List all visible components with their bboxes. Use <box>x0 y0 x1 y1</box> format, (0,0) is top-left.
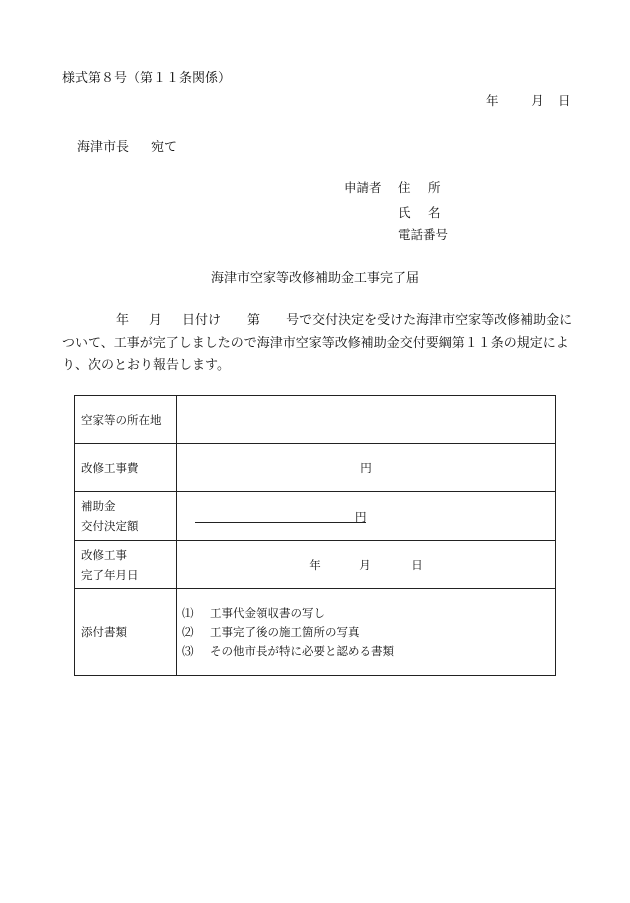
cost-value <box>177 444 556 492</box>
body-rest: 号で交付決定を受けた海津市空家等改修補助金について、工事が完了しましたので海津市空家等改修補助金交付要綱第１１条の規定により、次のとおり報告します。 <box>62 313 573 373</box>
name-char-1: 氏 <box>398 205 411 220</box>
attachments-value <box>177 589 556 676</box>
table-row <box>75 444 556 492</box>
subsidy-label-line-1: 補助金 <box>81 499 116 513</box>
date-year-label: 年 <box>486 93 499 108</box>
applicant-label: 申請者 <box>344 180 382 195</box>
document-title: 海津市空家等改修補助金工事完了届 <box>210 271 419 286</box>
subsidy-label-line-2: 交付決定額 <box>81 519 139 533</box>
date-day-label: 日 <box>558 93 571 108</box>
table-row <box>75 589 556 676</box>
completion-date-value <box>177 541 556 589</box>
date-month-label: 月 <box>531 93 544 108</box>
completion-day: 日 <box>411 557 423 572</box>
table-row <box>75 396 556 444</box>
addressee-suffix: 宛て <box>151 140 178 155</box>
body-year: 年 <box>116 313 130 328</box>
location-value <box>177 396 556 444</box>
list-item: ⑵ 工事完了後の施工箇所の写真 <box>182 624 360 639</box>
cost-unit: 円 <box>360 460 372 475</box>
table-row <box>75 492 556 541</box>
applicant-address-label <box>398 178 450 196</box>
report-table <box>74 395 556 676</box>
completion-label-line-2: 完了年月日 <box>81 567 139 582</box>
completion-month: 月 <box>359 557 371 572</box>
address-char-2: 所 <box>428 180 441 195</box>
subsidy-value <box>177 492 556 541</box>
completion-label <box>75 541 177 589</box>
body-day-suffix: 日付け <box>182 313 222 328</box>
applicant-name-label <box>398 203 450 221</box>
applicant-phone-label: 電話番号 <box>398 227 449 242</box>
subsidy-label <box>75 492 177 541</box>
completion-year: 年 <box>309 557 321 572</box>
form-number: 様式第８号（第１１条関係） <box>62 71 232 86</box>
body-paragraph <box>62 310 580 378</box>
cost-label: 改修工事費 <box>75 444 177 492</box>
body-dai: 第 <box>247 313 261 328</box>
completion-label-line-1: 改修工事 <box>81 547 127 562</box>
location-label: 空家等の所在地 <box>75 396 177 444</box>
name-char-2: 名 <box>428 205 441 220</box>
list-item: ⑶ その他市長が特に必要と認める書類 <box>182 643 394 658</box>
subsidy-underline <box>195 522 366 523</box>
body-month: 月 <box>149 313 163 328</box>
address-char-1: 住 <box>398 180 411 195</box>
table-row <box>75 541 556 589</box>
addressee <box>77 136 177 155</box>
subsidy-unit: 円 <box>355 510 367 524</box>
addressee-name: 海津市長 <box>77 140 130 155</box>
list-item: ⑴ 工事代金領収書の写し <box>182 605 325 620</box>
attachments-label: 添付書類 <box>75 589 177 676</box>
submission-date <box>486 91 571 109</box>
